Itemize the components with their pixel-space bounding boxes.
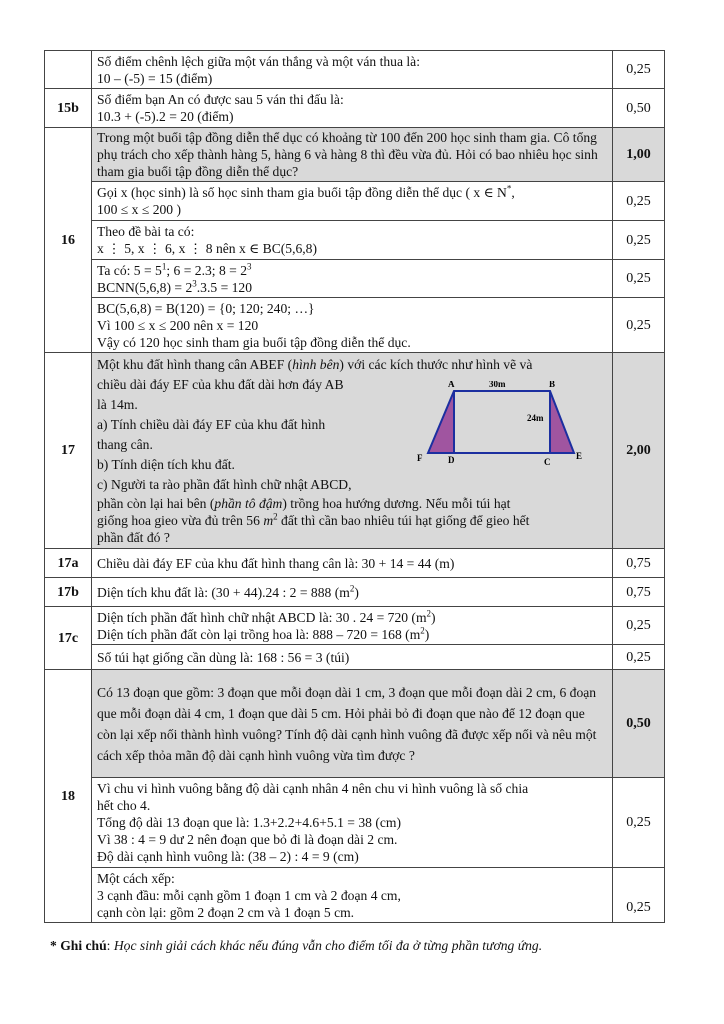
question-number: 17c [45, 607, 92, 670]
answer-cell: Ta có: $5 = 5^1$; 6 = 2.3; $8 = 2^3$ BCNN(5,6,8) = $2^3.3.5 = 120$ [92, 260, 613, 298]
points-cell: 0,25 [613, 260, 665, 298]
points-cell: 0,25 [613, 51, 665, 89]
label-f: F [417, 453, 423, 463]
question-number: 16 [45, 128, 92, 353]
answer-cell: Số điểm bạn An có được sau 5 ván thi đấu là: 10.3 + (-5).2 = 20 (điểm) [92, 89, 613, 128]
points-cell: 0,25 [613, 645, 665, 670]
question-number: 17b [45, 578, 92, 607]
answer-cell: Số điểm chênh lệch giữa một ván thắng và một ván thua là: 10 – (-5) = 15 (điểm) [92, 51, 613, 89]
points-cell: 0,25 [613, 778, 665, 868]
points-cell: 1,00 [613, 128, 665, 182]
question-number: 17 [45, 353, 92, 549]
table-row [45, 353, 665, 549]
answer-table [44, 50, 665, 923]
points-cell: 0,25 [613, 298, 665, 353]
question-cell: Trong một buổi tập đồng diễn thể dục có khoảng từ 100 đến 200 học sinh tham gia. Cô tổng phụ trách cho xếp thành hàng 5, hàng 6 và hàng 8 thì đều vừa đủ. Hỏi có bao nhiêu học sinh tham gia buổi tập đồng diễn thể dục? [92, 128, 613, 182]
answer-cell: BC(5,6,8) = B(120) = {0; 120; 240; …} Vì 100 ≤ x ≤ 200 nên x = 120 Vậy có 120 học sinh tham gia buổi tập đồng diễn thể dục. [92, 298, 613, 353]
points-cell: 0,75 [613, 578, 665, 607]
question-number: 15b [45, 89, 92, 128]
answer-cell: Theo đề bài ta có: x ⋮ 5, x ⋮ 6, x ⋮ 8 nên x ∈ BC(5,6,8) [92, 221, 613, 260]
points-cell: 0,25 [613, 221, 665, 260]
table-row [45, 868, 665, 923]
label-top-length: 30m [489, 381, 506, 389]
table-row [45, 670, 665, 778]
answer-cell: Chiều dài đáy EF của khu đất hình thang cân là: 30 + 14 = 44 (m) [92, 549, 613, 578]
question-number: 18 [45, 670, 92, 923]
table-row [45, 51, 665, 89]
answer-cell: Số túi hạt giống cần dùng là: 168 : 56 = 3 (túi) [92, 645, 613, 670]
label-b: B [549, 381, 556, 389]
label-height: 24m [527, 413, 544, 423]
points-cell: 0,50 [613, 670, 665, 778]
trapezoid-figure [414, 381, 594, 471]
points-cell: 2,00 [613, 353, 665, 549]
answer-cell: Vì chu vi hình vuông bằng độ dài cạnh nhân 4 nên chu vi hình vuông là số chia hết cho 4. Tổng độ dài 13 đoạn que là: 1.3+2.2+4.6+5.1 = 38 (cm) Vì 38 : 4 = 9 dư 2 nên đoạn que bỏ đi là đoạn dài 2 cm. Độ dài cạnh hình vuông là: (38 – 2) : 4 = 9 (cm) [92, 778, 613, 868]
question-number: 17a [45, 549, 92, 578]
points-cell: 0,25 [613, 607, 665, 645]
points-cell: 0,25 [613, 868, 665, 923]
answer-cell: Diện tích phần đất hình chữ nhật ABCD là: 30 . 24 = 720 $(m^2)$ Diện tích phần đất còn lại trồng hoa là: 888 – 720 = 168 $(m^2)$ [92, 607, 613, 645]
table-row [45, 607, 665, 645]
table-row [45, 221, 665, 260]
answer-cell: Diện tích khu đất là: (30 + 44).24 : 2 = 888 $(m^2)$ [92, 578, 613, 607]
answer-cell: Gọi x (học sinh) là số học sinh tham gia buổi tập đồng diễn thể dục ( x ∈ N*, 100 ≤ x ≤ 200 ) [92, 182, 613, 221]
question-cell: Một khu đất hình thang cân ABEF (hình bên) với các kích thước như hình vẽ và chiều dài đáy EF của khu đất dài hơn đáy AB là 14m. a) Tính chiều dài đáy EF của khu đất hình thang cân. b) Tính diện tích khu đất. c) Người ta rào phần đất hình chữ nhật ABCD, phần còn lại hai bên (phần tô đậm) trồng hoa hướng dương. Nếu mỗi túi hạt giống hoa gieo vừa đủ trên 56 $m^2$ đất thì cần bao nhiêu túi hạt giống để gieo hết phần đất đó ? A B 30m 24m F D C E [92, 353, 613, 549]
label-e: E [576, 451, 583, 461]
points-cell: 0,25 [613, 182, 665, 221]
table-row [45, 89, 665, 128]
table-row [45, 182, 665, 221]
label-c: C [544, 457, 551, 467]
table-row [45, 549, 665, 578]
label-d: D [448, 455, 455, 465]
points-cell: 0,75 [613, 549, 665, 578]
table-row [45, 298, 665, 353]
table-row [45, 578, 665, 607]
answer-cell: Một cách xếp: 3 cạnh đầu: mỗi cạnh gồm 1 đoạn 1 cm và 2 đoạn 4 cm, cạnh còn lại: gồm 2 đoạn 2 cm và 1 đoạn 5 cm. [92, 868, 613, 923]
table-row [45, 645, 665, 670]
table-row [45, 778, 665, 868]
label-a: A [448, 381, 455, 389]
footnote: * Ghi chú: Học sinh giải cách khác nếu đúng vẫn cho điểm tối đa ở từng phần tương ứng. [50, 938, 543, 953]
question-cell: Có 13 đoạn que gồm: 3 đoạn que mỗi đoạn dài 1 cm, 3 đoạn que mỗi đoạn dài 2 cm, 6 đoạn que mỗi đoạn dài 4 cm, 1 đoạn que dài 5 cm. Hỏi phải bỏ đi đoạn que nào để 12 đoạn que còn lại xếp nối thành hình vuông? Tính độ dài cạnh hình vuông đã được xếp nối và nêu một cách xếp thỏa mãn độ dài cạnh hình vuông vừa tìm được ? [92, 670, 613, 778]
points-cell: 0,50 [613, 89, 665, 128]
table-row [45, 128, 665, 182]
table-row [45, 260, 665, 298]
